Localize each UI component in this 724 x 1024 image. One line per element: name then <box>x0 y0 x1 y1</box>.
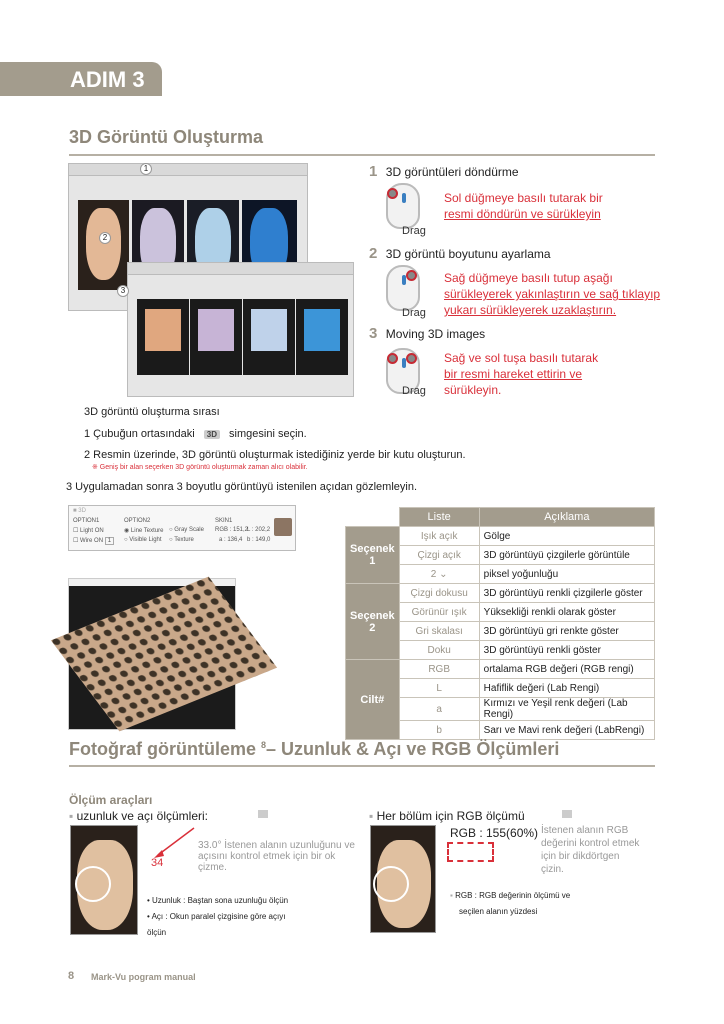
toolbar <box>128 263 353 275</box>
col-header: Açıklama <box>479 508 654 527</box>
list-cell: Doku <box>399 641 479 660</box>
instruction-title: 3D görüntüleri döndürme <box>385 165 519 179</box>
col-header: Liste <box>399 508 479 527</box>
table-row <box>346 660 655 679</box>
face-measure-image <box>70 825 138 935</box>
description-cell: 3D görüntüyü renkli çizgilerle göster <box>479 584 654 603</box>
panel-title: ■ 3D <box>73 508 86 514</box>
3d-options-panel: ■ 3D OPTION1 ☐ Light ON ☐ Wire ON 1 OPTION2 ◉ Line Texture ○ Gray Scale ○ Visible Light ○ Texture SKIN1 RGB : 151,2 L : 202,2 a : 136,4 b : 149,0 <box>68 505 296 551</box>
divider <box>69 154 655 156</box>
rgb-desc: İstenen alanın RGB değerini kontrol etmek için bir dikdörtgen çizin. <box>541 825 640 875</box>
table-header-row <box>346 508 655 527</box>
group-label: Seçenek 1 <box>346 527 400 584</box>
drag-label: Drag <box>402 385 426 397</box>
description-cell: Sarı ve Mavi renk değeri (LabRengi) <box>479 721 654 740</box>
gray-scale-radio[interactable]: ○ Gray Scale <box>169 527 204 533</box>
toolbar <box>69 164 307 176</box>
options-table <box>345 507 655 740</box>
procedure-note: ※ Geniş bir alan seçerken 3D görüntü oluşturmak zaman alıcı olabilir. <box>92 464 308 471</box>
table-row <box>346 584 655 603</box>
length-angle-desc: 33.0° İstenen alanın uzunluğunu ve açısını kontrol etmek için bir ok çizme. <box>198 840 355 873</box>
list-cell: a <box>399 698 479 721</box>
selection-rectangle <box>447 842 494 862</box>
table-row <box>346 527 655 546</box>
step-tab: ADIM 3 <box>0 62 162 96</box>
instruction-text: Sol düğmeye basılı tutarak bir resmi döndürün ve sürükleyin <box>444 191 603 221</box>
angle-readout: 34 <box>151 857 164 869</box>
mouse-right-drag-icon <box>386 265 420 311</box>
save-icon[interactable] <box>274 518 292 536</box>
list-cell: Çizgi açık <box>399 546 479 565</box>
instruction-text: Sağ düğmeye basılı tutup aşağı sürükleyerek yakınlaştırın ve sağ tıklayıp yukarı sürükleyerek uzaklaştırın. <box>444 271 661 317</box>
list-cell: Görünür ışık <box>399 603 479 622</box>
instruction-text: Sağ ve sol tuşa basılı tutarak bir resmi hareket ettirin ve sürükleyin. <box>444 351 599 397</box>
callout-3: 3 <box>117 285 129 297</box>
list-cell: Çizgi dokusu <box>399 584 479 603</box>
section2-title: Fotoğraf görüntüleme $^8$– Uzunluk & Açı ve RGB Ölçümleri <box>69 739 560 759</box>
red-arrow-icon <box>150 825 198 861</box>
drag-label: Drag <box>402 225 426 237</box>
group-label: Cilt# <box>346 660 400 740</box>
description-cell: 3D görüntüyü gri renkte göster <box>479 622 654 641</box>
description-cell: 3D görüntüyü çizgilerle görüntüle <box>479 546 654 565</box>
procedure-step-2: 2 Resmin üzerinde, 3D görüntü oluşturmak istediğiniz yerde bir kutu oluşturun. <box>84 449 466 461</box>
rgb-notes: ▪ RGB : RGB değerinin ölçümü ve seçilen alanın yüzdesi <box>450 891 571 916</box>
length-angle-notes: • Uzunluk : Baştan sona uzunluğu ölçün • Açı : Okun paralel çizgisine göre açıyı ölçün <box>147 896 289 937</box>
3d-icon: 3D <box>204 430 220 439</box>
procedure-step-1: 1 Çubuğun ortasındaki 3D simgesini seçin. <box>84 428 307 440</box>
description-cell: Gölge <box>479 527 654 546</box>
footer-title: Mark-Vu pogram manual <box>91 972 196 982</box>
section-title: 3D Görüntü Oluşturma <box>69 127 264 147</box>
list-cell: Gri skalası <box>399 622 479 641</box>
list-cell: L <box>399 679 479 698</box>
visible-light-radio[interactable]: ○ Visible Light <box>124 537 162 543</box>
callout-2: 2 <box>99 232 111 244</box>
description-cell: Yüksekliği renkli olarak göster <box>479 603 654 622</box>
wire-select[interactable]: 1 <box>105 537 114 545</box>
list-cell: Işık açık <box>399 527 479 546</box>
3d-skin-surface <box>51 577 277 732</box>
page-number: 8 <box>68 970 75 982</box>
list-cell: 2 ⌄ <box>399 565 479 584</box>
description-cell: piksel yoğunluğu <box>479 565 654 584</box>
light-on-checkbox[interactable]: ☐ Light ON <box>73 528 104 534</box>
description-cell: 3D görüntüyü renkli göster <box>479 641 654 660</box>
list-cell: RGB <box>399 660 479 679</box>
procedure-step-3: 3 Uygulamadan sonra 3 boyutlu görüntüyü istenilen açıdan gözlemleyin. <box>66 481 417 493</box>
texture-radio[interactable]: ○ Texture <box>169 537 194 543</box>
line-texture-radio[interactable]: ◉ Line Texture <box>124 528 164 534</box>
rgb-readout: RGB : 155(60%) <box>450 826 539 840</box>
group-label: Seçenek 2 <box>346 584 400 660</box>
instruction-2: 2 3D görüntü boyutunu ayarlama <box>369 245 551 262</box>
instruction-1: 1 3D görüntüleri döndürme <box>369 163 519 180</box>
instruction-3: 3 Moving 3D images <box>369 325 486 342</box>
3d-render-window <box>68 578 236 730</box>
tools-heading: Ölçüm araçları <box>69 793 153 807</box>
description-cell: Kırmızı ve Yeşil renk değeri (Lab Rengi) <box>479 698 654 721</box>
divider <box>69 765 655 767</box>
face-rgb-image <box>370 825 436 933</box>
drag-label: Drag <box>402 307 426 319</box>
face-image-normal <box>78 200 129 290</box>
procedure-heading: 3D görüntü oluşturma sırası <box>84 406 220 418</box>
wire-on-checkbox[interactable]: ☐ Wire ON 1 <box>73 537 114 544</box>
description-cell: Hafiflik değeri (Lab Rengi) <box>479 679 654 698</box>
rect-tool-icon[interactable] <box>562 810 572 818</box>
arrow-tool-icon[interactable] <box>258 810 268 818</box>
length-angle-bullet: ▪ uzunluk ve açı ölçümleri: <box>69 809 208 823</box>
list-cell: b <box>399 721 479 740</box>
mouse-left-drag-icon <box>386 183 420 229</box>
description-cell: ortalama RGB değeri (RGB rengi) <box>479 660 654 679</box>
software-screenshot-3d <box>127 262 354 397</box>
callout-1: 1 <box>140 163 152 175</box>
rgb-bullet: ▪ Her bölüm için RGB ölçümü <box>369 809 525 823</box>
